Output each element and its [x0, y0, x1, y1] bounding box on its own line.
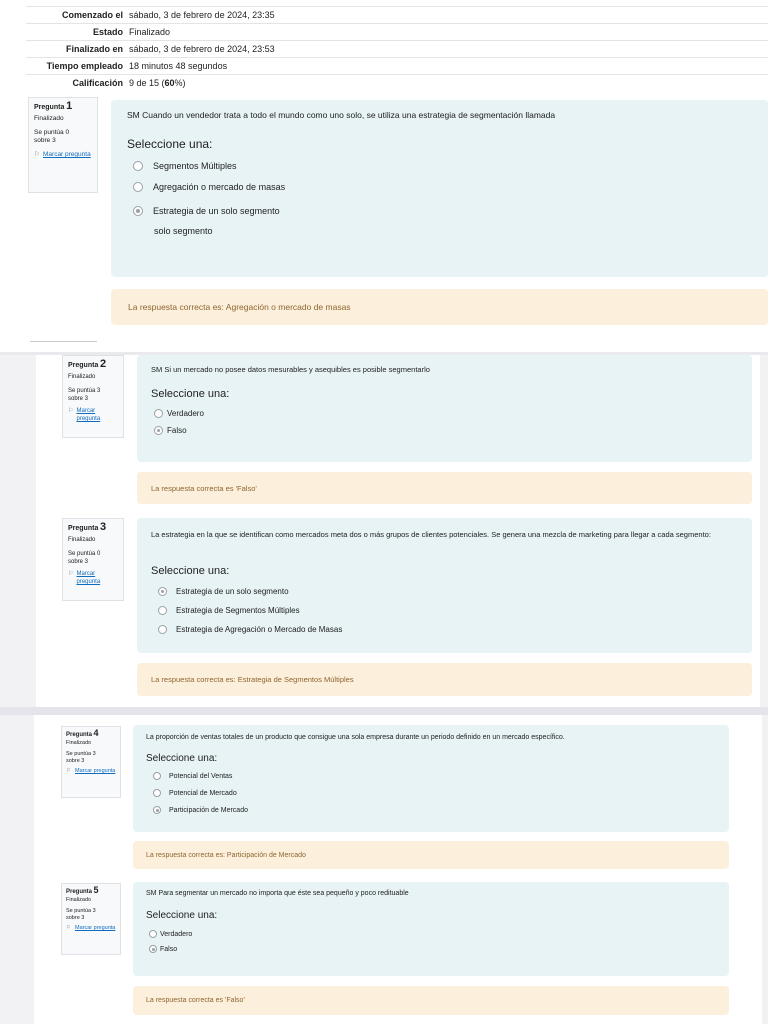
question-prompt: Seleccione una:	[127, 137, 213, 151]
summary-row-started	[26, 6, 768, 23]
flag-question-label[interactable]: Marcar pregunta	[75, 768, 116, 774]
question-label: Pregunta	[34, 104, 65, 111]
summary-value: Finalizado	[129, 27, 171, 37]
answer-option-label: Potencial de Mercado	[169, 789, 237, 797]
correct-answer-feedback: La respuesta correcta es 'Falso'	[137, 472, 752, 504]
summary-value: 18 minutos 48 segundos	[129, 61, 228, 71]
answer-option-label: Verdadero	[160, 930, 193, 938]
question-number: 2	[100, 358, 107, 370]
radio-unselected[interactable]	[158, 606, 167, 615]
radio-selected[interactable]	[153, 806, 161, 814]
question-number: 1	[66, 100, 73, 112]
answer-option-label: Estrategia de Segmentos Múltiples	[176, 606, 300, 615]
answer-option-label: Falso	[160, 945, 178, 953]
radio-selected[interactable]	[158, 587, 167, 596]
flag-question-link[interactable]	[66, 925, 116, 932]
flag-icon: ⚐	[68, 571, 74, 577]
flag-icon: ⚐	[66, 925, 71, 931]
radio-selected[interactable]	[133, 206, 143, 216]
question-state: Finalizado	[34, 115, 64, 122]
answer-option[interactable]	[149, 930, 192, 938]
summary-row-finished	[26, 40, 768, 57]
radio-unselected[interactable]	[153, 772, 161, 780]
question-info-2	[62, 355, 124, 438]
question-info-3	[62, 518, 124, 601]
flag-question-link[interactable]	[34, 151, 92, 159]
answer-option[interactable]	[158, 625, 342, 634]
summary-row-time	[26, 57, 768, 74]
answer-option-selected[interactable]	[153, 806, 248, 814]
question-box-2	[137, 355, 752, 462]
left-gutter	[0, 355, 36, 707]
question-box-4	[133, 725, 729, 832]
correct-answer-feedback: La respuesta correcta es: Agregación o mercado de masas	[111, 289, 768, 325]
answer-option-label: Estrategia de un solo segmento	[153, 206, 280, 216]
answer-option[interactable]	[154, 409, 204, 418]
radio-selected[interactable]	[154, 426, 163, 435]
summary-key: Comenzado el	[61, 10, 123, 20]
question-label: Pregunta	[66, 732, 93, 738]
radio-unselected[interactable]	[158, 625, 167, 634]
grade-percent: 60	[164, 78, 175, 88]
question-grade: Se puntúa 3 sobre 3	[68, 388, 101, 402]
answer-option[interactable]	[158, 606, 300, 615]
question-state: Finalizado	[68, 374, 96, 380]
question-box-3	[137, 518, 752, 653]
correct-answer-feedback: La respuesta correcta es: Participación de Mercado	[133, 841, 729, 869]
flag-icon: ⚐	[68, 408, 74, 414]
question-label: Pregunta	[68, 525, 99, 532]
question-text: La estrategia en la que se identifican como mercados meta dos o más grupos de clientes potenciales. Se genera una mezcla de marketing para llegar a cada segmento:	[151, 530, 711, 539]
radio-unselected[interactable]	[153, 789, 161, 797]
summary-key: Estado	[92, 27, 123, 37]
answer-option-label: Estrategia de un solo segmento	[176, 587, 289, 596]
question-info-5	[61, 883, 121, 955]
question-state: Finalizado	[66, 897, 92, 903]
flag-question-label[interactable]: Marcar pregunta	[76, 408, 101, 422]
summary-value	[129, 75, 768, 91]
answer-option-label: Verdadero	[167, 409, 204, 418]
question-number: 5	[93, 885, 99, 895]
question-text: SM Si un mercado no posee datos mesurables y asequibles es posible segmentarlo	[151, 365, 430, 374]
question-label: Pregunta	[68, 362, 99, 369]
flag-icon: ⚐	[34, 151, 40, 158]
summary-key: Tiempo empleado	[46, 61, 123, 71]
question-box-5	[133, 882, 729, 976]
answer-option-selected[interactable]	[133, 206, 280, 216]
question-grade: Se puntúa 0 sobre 3	[34, 129, 70, 144]
radio-unselected[interactable]	[133, 161, 143, 171]
question-state: Finalizado	[68, 537, 96, 543]
radio-unselected[interactable]	[133, 182, 143, 192]
answer-option-selected[interactable]	[154, 426, 187, 435]
question-grade: Se puntúa 0 sobre 3	[68, 551, 101, 565]
flag-question-label[interactable]: Marcar pregunta	[75, 925, 116, 931]
answer-option-label: Participación de Mercado	[169, 806, 248, 814]
question-box-1	[111, 100, 768, 277]
question-info-1	[28, 97, 98, 193]
answer-option-label: Potencial del Ventas	[169, 772, 233, 780]
correct-answer-feedback: La respuesta correcta es: Estrategia de Segmentos Múltiples	[137, 663, 752, 696]
answer-option[interactable]	[153, 789, 237, 797]
right-gutter	[760, 355, 768, 707]
answer-option[interactable]	[133, 182, 285, 192]
radio-unselected[interactable]	[154, 409, 163, 418]
page-separator	[0, 707, 768, 715]
summary-key: Calificación	[72, 78, 123, 88]
question-text: SM Cuando un vendedor trata a todo el mundo como uno solo, se utiliza una estrategia de segmentación llamada	[127, 110, 556, 120]
flag-question-label[interactable]: Marcar pregunta	[43, 151, 91, 158]
question-number: 4	[93, 728, 99, 738]
divider	[30, 341, 97, 342]
answer-option-label: Falso	[167, 426, 187, 435]
flag-icon: ⚐	[66, 768, 71, 774]
answer-option[interactable]	[133, 161, 237, 171]
summary-row-state	[26, 23, 768, 40]
question-number: 3	[100, 521, 107, 533]
answer-option-selected[interactable]	[149, 945, 177, 953]
question-prompt: Seleccione una:	[146, 753, 218, 764]
flag-question-link[interactable]	[68, 407, 118, 423]
radio-selected[interactable]	[149, 945, 157, 953]
flag-question-link[interactable]	[68, 570, 118, 586]
answer-option[interactable]	[153, 772, 232, 780]
answer-option-label: Segmentos Múltiples	[153, 161, 237, 171]
flag-question-link[interactable]	[66, 768, 116, 775]
summary-key: Finalizado en	[65, 44, 123, 54]
answer-option-continued: solo segmento	[154, 226, 213, 236]
question-prompt: Seleccione una:	[146, 910, 218, 921]
summary-row-grade	[26, 74, 768, 91]
question-info-4	[61, 726, 121, 798]
question-state: Finalizado	[66, 740, 92, 746]
answer-option-selected[interactable]	[158, 587, 289, 596]
flag-question-label[interactable]: Marcar pregunta	[76, 571, 101, 585]
answer-option-label: Agregación o mercado de masas	[153, 182, 286, 192]
question-label: Pregunta	[66, 889, 93, 895]
question-prompt: Seleccione una:	[151, 388, 230, 400]
question-text: La proporción de ventas totales de un producto que consigue una sola empresa durante un periodo definido en un mercado específico.	[146, 734, 565, 741]
correct-answer-feedback: La respuesta correcta es 'Falso'	[133, 986, 729, 1015]
question-text: SM Para segmentar un mercado no importa que éste sea pequeño y poco redituable	[146, 890, 409, 897]
left-gutter	[0, 715, 34, 1024]
summary-value: sábado, 3 de febrero de 2024, 23:35	[129, 10, 275, 20]
answer-option-label: Estrategia de Agregación o Mercado de Masas	[176, 625, 343, 634]
attempt-summary-table	[26, 6, 768, 91]
radio-unselected[interactable]	[149, 930, 157, 938]
grade-post: %)	[174, 78, 186, 88]
grade-pre: 9 de 15 (	[129, 78, 165, 88]
summary-value: sábado, 3 de febrero de 2024, 23:53	[129, 44, 275, 54]
question-prompt: Seleccione una:	[151, 565, 230, 577]
question-grade: Se puntúa 3 sobre 3	[66, 908, 96, 921]
right-gutter	[762, 715, 768, 1024]
question-grade: Se puntúa 3 sobre 3	[66, 751, 96, 764]
